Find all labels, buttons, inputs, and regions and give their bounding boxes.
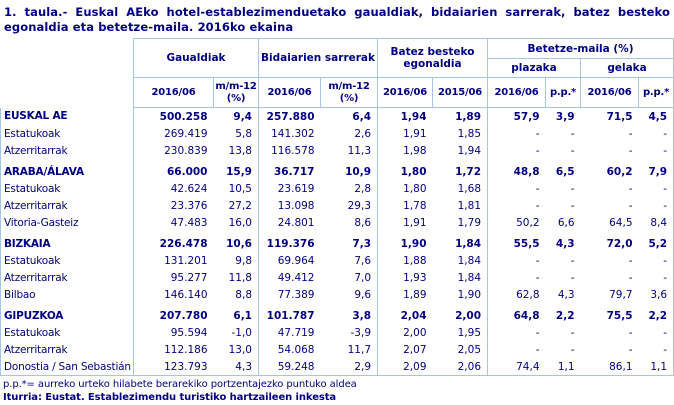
group-header-betetze-maila: Betetze-maila (%) (488, 39, 674, 59)
cell-value: 1,68 (433, 180, 488, 197)
cell-value: 95.277 (170, 271, 208, 284)
table-row (1, 324, 674, 341)
cell-value: 1,84 (433, 231, 488, 252)
row-label: Bilbao (1, 286, 134, 303)
cell-value: 269.419 (164, 127, 208, 140)
corner-cell (1, 39, 134, 108)
footnote-pp-definition: p.p.*= aurreko urteko hilabete berarekiko portzentajezko puntuko aldea (3, 379, 357, 390)
cell-value: 60,2 (606, 165, 633, 178)
cell-value: 1,94 (400, 110, 427, 123)
cell-value: 116.578 (271, 144, 315, 157)
cell-value: 72,0 (606, 237, 633, 250)
cell-value: 64,5 (609, 216, 633, 229)
cell-value: 24.801 (277, 216, 315, 229)
col-header: 2016/06 (488, 78, 546, 108)
cell-value: - (639, 324, 674, 341)
cell-value: 7,3 (321, 231, 378, 252)
cell-value: 95.594 (170, 326, 208, 339)
cell-value: - (570, 326, 575, 339)
cell-value: 146.140 (164, 288, 208, 301)
table-row (1, 197, 674, 214)
cell-value: - (628, 254, 633, 267)
subgroup-header-plazaka: plazaka (488, 59, 581, 78)
cell-value: 3,8 (321, 303, 378, 324)
cell-value: 6,1 (214, 303, 259, 324)
row-label: Atzerritarrak (1, 142, 134, 159)
cell-value: - (639, 125, 674, 142)
cell-value: 1,94 (433, 142, 488, 159)
cell-value: 8,8 (214, 286, 259, 303)
cell-value: 9,4 (214, 108, 259, 126)
cell-value: 47.483 (170, 216, 208, 229)
cell-value: 141.302 (271, 127, 315, 140)
cell-value: -1,0 (214, 324, 259, 341)
cell-value: 54.068 (277, 343, 315, 356)
cell-value: - (639, 252, 674, 269)
cell-value: 74,4 (488, 358, 546, 376)
cell-value: 2,00 (433, 303, 488, 324)
cell-value: - (535, 182, 540, 195)
table-header (1, 39, 674, 108)
cell-value: 1,93 (403, 271, 427, 284)
table-row (1, 358, 674, 376)
cell-value: 50,2 (516, 216, 540, 229)
table-row (1, 125, 674, 142)
row-label: GIPUZKOA (1, 303, 134, 324)
cell-value: 2,04 (400, 309, 427, 322)
cell-value: 5,2 (639, 231, 674, 252)
cell-value: 6,6 (557, 216, 575, 229)
col-header: 2016/06 (378, 78, 433, 108)
cell-value: - (535, 254, 540, 267)
cell-value: 71,5 (606, 110, 633, 123)
cell-value: 1,80 (400, 165, 427, 178)
cell-value: 2,07 (403, 343, 427, 356)
cell-value: 10,5 (214, 180, 259, 197)
cell-value: 2,00 (403, 326, 427, 339)
cell-value: - (628, 199, 633, 212)
cell-value: 23.619 (277, 182, 315, 195)
cell-value: - (639, 197, 674, 214)
cell-value: 2,2 (639, 303, 674, 324)
cell-value: - (628, 182, 633, 195)
cell-value: 2,06 (433, 358, 488, 376)
cell-value: - (570, 343, 575, 356)
cell-value: 16,0 (214, 214, 259, 231)
cell-value: 230.839 (164, 144, 208, 157)
cell-value: 500.258 (159, 110, 208, 123)
table-row (1, 252, 674, 269)
cell-value: 131.201 (164, 254, 208, 267)
cell-value: 11,8 (214, 269, 259, 286)
cell-value: 7,9 (639, 159, 674, 180)
cell-value: 123.793 (134, 358, 214, 376)
cell-value: 6,4 (321, 108, 378, 126)
cell-value: - (570, 254, 575, 267)
cell-value: 9,8 (214, 252, 259, 269)
cell-value: 1,98 (403, 144, 427, 157)
page-title: 1. taula.- Euskal AEko hotel-establezimenduetako gaualdiak, bidaiarien sarrerak, batez besteko egonaldia eta betetze-maila. 2016ko ekaina (4, 5, 670, 34)
cell-value: 8,4 (639, 214, 674, 231)
cell-value: 1,1 (639, 358, 674, 376)
cell-value: - (570, 144, 575, 157)
cell-value: 3,9 (555, 110, 575, 123)
cell-value: 55,5 (513, 237, 540, 250)
cell-value: - (535, 326, 540, 339)
cell-value: 23.376 (170, 199, 208, 212)
table-body (1, 108, 674, 376)
cell-value: 207.780 (159, 309, 208, 322)
cell-value: 2,9 (321, 358, 378, 376)
cell-value: 15,9 (214, 159, 259, 180)
group-header-gaualdiak: Gaualdiak (134, 39, 259, 78)
subgroup-header-gelaka: gelaka (581, 59, 674, 78)
table-row (1, 142, 674, 159)
cell-value: - (570, 271, 575, 284)
table-row (1, 214, 674, 231)
cell-value: 10,9 (321, 159, 378, 180)
cell-value: - (535, 343, 540, 356)
cell-value: - (639, 180, 674, 197)
cell-value: - (628, 343, 633, 356)
cell-value: 1,81 (433, 197, 488, 214)
cell-value: 1,78 (403, 199, 427, 212)
col-header: 2016/06 (259, 78, 321, 108)
cell-value: 75,5 (606, 309, 633, 322)
cell-value: 79,7 (609, 288, 633, 301)
cell-value: - (535, 199, 540, 212)
cell-value: 49.412 (277, 271, 315, 284)
col-header: p.p.* (639, 78, 674, 108)
cell-value: - (628, 271, 633, 284)
cell-value: 5,8 (214, 125, 259, 142)
cell-value: - (570, 127, 575, 140)
footnotes (0, 376, 674, 404)
cell-value: 1,90 (433, 286, 488, 303)
cell-value: 69.964 (277, 254, 315, 267)
col-header: p.p.* (546, 78, 581, 108)
cell-value: 2,8 (321, 180, 378, 197)
group-header-batez-besteko-egonaldia: Batez besteko egonaldia (378, 39, 488, 78)
cell-value: 57,9 (513, 110, 540, 123)
cell-value: 112.186 (164, 343, 208, 356)
col-header: m/m-12 (%) (321, 78, 378, 108)
cell-value: 13,0 (214, 341, 259, 358)
cell-value: 27,2 (214, 197, 259, 214)
cell-value: 1,95 (433, 324, 488, 341)
cell-value: 42.624 (170, 182, 208, 195)
row-label: Estatukoak (1, 324, 134, 341)
cell-value: 77.389 (277, 288, 315, 301)
row-label: Atzerritarrak (1, 341, 134, 358)
col-header: 2016/06 (581, 78, 639, 108)
cell-value: 1,84 (433, 252, 488, 269)
cell-value: 36.717 (273, 165, 315, 178)
table-row (1, 341, 674, 358)
row-label: Atzerritarrak (1, 269, 134, 286)
cell-value: 2,2 (555, 309, 575, 322)
cell-value: 226.478 (159, 237, 208, 250)
cell-value: 4,5 (639, 108, 674, 126)
cell-value: - (570, 199, 575, 212)
cell-value: 66.000 (166, 165, 208, 178)
row-label: ARABA/ÁLAVA (1, 159, 134, 180)
cell-value: -3,9 (321, 324, 378, 341)
cell-value: 4,3 (557, 288, 575, 301)
cell-value: 1,88 (403, 254, 427, 267)
cell-value: 101.787 (266, 309, 315, 322)
cell-value: 62,8 (516, 288, 540, 301)
cell-value: - (535, 271, 540, 284)
row-label: Estatukoak (1, 180, 134, 197)
cell-value: 48,8 (513, 165, 540, 178)
cell-value: 4,3 (555, 237, 575, 250)
cell-value: 1,80 (403, 182, 427, 195)
cell-value: 86,1 (581, 358, 639, 376)
table-row (1, 286, 674, 303)
row-label: BIZKAIA (1, 231, 134, 252)
cell-value: 1,91 (403, 216, 427, 229)
cell-value: 11,3 (321, 142, 378, 159)
row-label: Estatukoak (1, 125, 134, 142)
row-label: Donostia / San Sebastián (1, 358, 134, 376)
group-header-bidaiarien-sarrerak: Bidaiarien sarrerak (259, 39, 378, 78)
cell-value: 1,90 (400, 237, 427, 250)
cell-value: - (570, 182, 575, 195)
cell-value: 64,8 (513, 309, 540, 322)
cell-value: 13,8 (214, 142, 259, 159)
table-row (1, 269, 674, 286)
col-header: 2016/06 (134, 78, 214, 108)
col-header: 2015/06 (433, 78, 488, 108)
cell-value: 7,0 (321, 269, 378, 286)
cell-value: 1,72 (433, 159, 488, 180)
row-label: Atzerritarrak (1, 197, 134, 214)
cell-value: 47.719 (277, 326, 315, 339)
cell-value: 11,7 (321, 341, 378, 358)
table-row (1, 180, 674, 197)
table-row (1, 108, 674, 126)
cell-value: 1,89 (433, 108, 488, 126)
cell-value: 6,5 (555, 165, 575, 178)
cell-value: 29,3 (321, 197, 378, 214)
cell-value: 2,05 (433, 341, 488, 358)
cell-value: 4,3 (214, 358, 259, 376)
cell-value: 1,1 (546, 358, 581, 376)
cell-value: - (628, 326, 633, 339)
cell-value: - (628, 144, 633, 157)
cell-value: 1,79 (433, 214, 488, 231)
cell-value: 2,09 (378, 358, 433, 376)
cell-value: 13.098 (277, 199, 315, 212)
table-row (1, 303, 674, 324)
cell-value: 119.376 (266, 237, 315, 250)
cell-value: 2,6 (321, 125, 378, 142)
cell-value: 10,6 (214, 231, 259, 252)
cell-value: 3,6 (639, 286, 674, 303)
cell-value: - (639, 269, 674, 286)
cell-value: - (535, 127, 540, 140)
table-row (1, 231, 674, 252)
row-label: EUSKAL AE (1, 108, 134, 126)
cell-value: 1,85 (433, 125, 488, 142)
cell-value: - (628, 127, 633, 140)
footnote-source: Iturria: Eustat. Establezimendu turistiko hartzaileen inkesta (3, 391, 337, 403)
cell-value: 1,91 (403, 127, 427, 140)
cell-value: - (535, 144, 540, 157)
row-label: Vitoria-Gasteiz (1, 214, 134, 231)
col-header: m/m-12 (%) (214, 78, 259, 108)
cell-value: 7,6 (321, 252, 378, 269)
cell-value: 1,89 (403, 288, 427, 301)
table-row (1, 159, 674, 180)
cell-value: - (639, 341, 674, 358)
cell-value: 8,6 (321, 214, 378, 231)
cell-value: 1,84 (433, 269, 488, 286)
cell-value: 9,6 (321, 286, 378, 303)
cell-value: - (639, 142, 674, 159)
row-label: Estatukoak (1, 252, 134, 269)
cell-value: 257.880 (266, 110, 315, 123)
hotel-stats-table (0, 38, 674, 376)
cell-value: 59.248 (259, 358, 321, 376)
